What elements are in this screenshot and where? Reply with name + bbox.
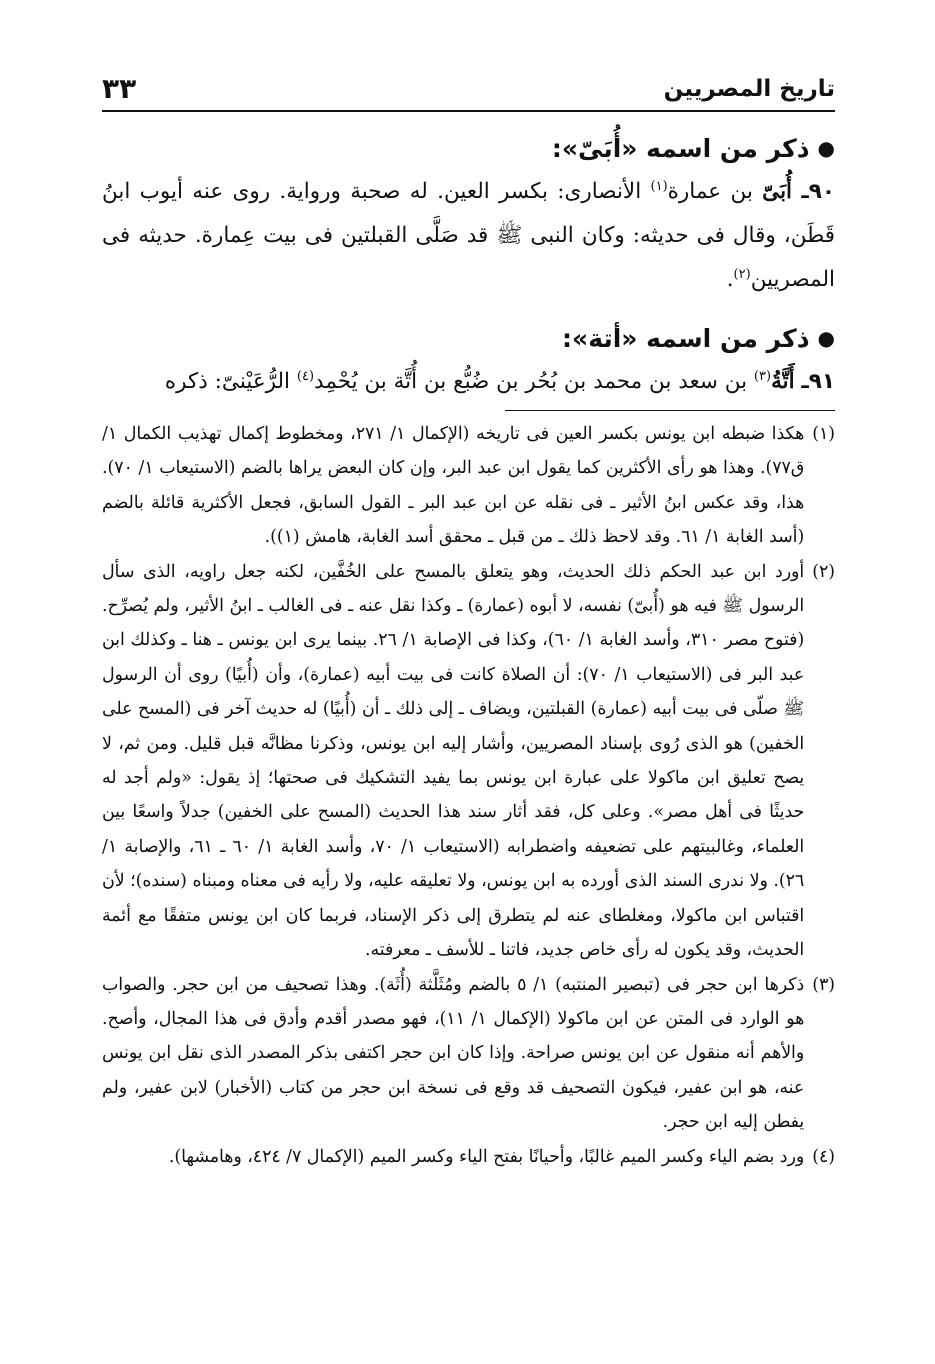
section-heading-text: ذكر من اسمه «أتة»:: [562, 323, 810, 353]
biography-entry-90: [102, 170, 835, 302]
footnote-text: أورد ابن عبد الحكم ذلك الحديث، وهو يتعلق بالمسح على الخُفَّين، لكنه جعل راويه، الذى سأل الرسول ﷺ فيه هو (أُبىّ) نفسه، لا أبوه (عمارة) ـ وكذا نقل عنه ـ فى الغالب ـ ابنُ الأثير، ولم يُصرِّح. (فتوح مصر ٣١٠، وأسد الغابة ١/ ٦٠)، وكذا فى الإصابة ١/ ٢٦. بينما يرى ابن يونس ـ هنا ـ وكذلك ابن عبد البر فى (الاستيعاب ١/ ٧٠): أن الصلاة كانت فى بيت أبيه (عمارة)، وأن (أُبيًا) روى أن الرسول ﷺ صلّى فى بيت أبيه (عمارة) القبلتين، ويضاف ـ إلى ذلك ـ أن (أُبيًا) له حديث آخر فى (المسح على الخفين) هو الذى رُوى بإسناد المصريين، وأشار إليه ابن يونس، وذكرنا مظانَّه قبل قليل. ومن ثم، لا يصح تعليق ابن ماكولا على عبارة ابن يونس بما يفيد التشكيك فى صحتها؛ إذ يقول: «ولم أجد له حديثًا فى أهل مصر». وعلى كل، فقد أثار سند هذا الحديث (المسح على الخفين) جدلاً واسعًا بين العلماء، وغالبيتهم على تضعيفه واضطرابه (الاستيعاب ١/ ٧٠، وأسد الغابة ١/ ٦٠ ـ ٦١، والإصابة ١/ ٢٦). ولا ندرى السند الذى أورده به ابن يونس، ولا تعليقه عليه، ولا رأيه فى معناه ومبناه (سنده)؛ لأن اقتباس ابن ماكولا، ومغلطاى عنه لم يتطرق إلى ذكر الإسناد، فربما كان ابن يونس متفقًا مع أئمة الحديث، وقد يكون له رأى خاص جديد، فاتنا ـ للأسف ـ معرفته.: [102, 561, 805, 961]
page-number: ٣٣: [102, 72, 137, 105]
footnote-mark: (١): [812, 424, 835, 444]
footnote-divider: [505, 410, 835, 411]
footnote-4: [102, 1140, 835, 1174]
footnote-text: هكذا ضبطه ابن يونس بكسر العين فى تاريخه (الإكمال ١/ ٢٧١، ومخطوط إكمال تهذيب الكمال ١/ق٧٧). وهذا هو رأى الأكثرين كما يقول ابن عبد البر، وإن كان البعض يراها بالضم (الاستيعاب ١/ ٧٠). هذا، وقد عكس ابنُ الأثير ـ فى نقله عن ابن عبد البر ـ القول السابق، فجعل الأكثرية قائلة بالضم (أسد الغابة ١/ ٦١. وقد لاحظ ذلك ـ من قبل ـ محقق أسد الغابة، هامش (١)).: [102, 424, 805, 548]
entry-number: ٩٠ـ: [801, 179, 835, 204]
entry-text: الأنصارى: بكسر العين. له صحبة ورواية. روى عنه أيوب ابنُ قَطَن، وقال فى حديثه: وكان النبى ﷺ قد صَلَّى القبلتين فى بيت عِمارة. حديثه فى المصريين: [102, 179, 835, 292]
footnotes: [102, 417, 835, 1174]
footnote-3: [102, 968, 835, 1140]
entry-text: الرُّعَيْنىّ: ذكره: [164, 369, 291, 394]
footnote-reference: (٣): [753, 368, 772, 384]
footnote-reference: (٢): [733, 266, 751, 282]
bullet-icon: ●: [817, 326, 835, 350]
footnote-mark: (٤): [812, 1146, 835, 1167]
section-heading-ubayy: [102, 128, 835, 168]
entry-text: بن سعد بن محمد بن بُحُر بن ضُبُّع بن أُتَّة بن يُحْمِد: [314, 369, 748, 394]
footnote-1: [102, 417, 835, 555]
footnote-text: ورد بضم الياء وكسر الميم غالبًا، وأحيانًا بفتح الياء وكسر الميم (الإكمال ٧/ ٤٢٤، وهامشها).: [168, 1146, 805, 1167]
footnote-mark: (٢): [812, 561, 835, 582]
section-heading-atta: [102, 318, 835, 358]
biography-entry-91: [102, 360, 835, 404]
section-heading-text: ذكر من اسمه «أُبَىّ»:: [551, 133, 810, 163]
footnote-reference: (٤): [296, 368, 315, 384]
book-page: [102, 68, 835, 1174]
entry-text: .: [726, 267, 734, 292]
footnote-mark: (٣): [812, 974, 835, 995]
footnote-2: [102, 555, 835, 968]
page-header: [102, 68, 835, 112]
entry-number: ٩١ـ: [801, 369, 835, 394]
entry-name: أَتَّةُ: [771, 369, 795, 394]
entry-text: بن عمارة: [667, 179, 753, 204]
footnote-text: ذكرها ابن حجر فى (تبصير المنتبه) ١/ ٥ بالضم ومُثَلَّثة (أُثَة). وهذا تصحيف من ابن حجر. والصواب هو الوارد فى المتن عن ابن ماكولا (الإكمال ١/ ١١)، فهو مصدر أقدم وأدق فى هذا المجال، وأصح. والأهم أنه منقول عن ابن يونس صراحة. وإذا كان ابن حجر اكتفى بذكر المصدر الذى نقل ابن يونس عنه، هو ابن عفير، فيكون التصحيف قد وقع فى نسخة ابن حجر من كتاب (الأخبار) لابن عفير، ولم يفطن إليه ابن حجر.: [102, 974, 805, 1133]
footnote-reference: (١): [650, 178, 668, 194]
running-title: تاريخ المصريين: [663, 76, 835, 102]
entry-name: أُبَىّ: [762, 179, 793, 204]
bullet-icon: ●: [817, 136, 835, 160]
